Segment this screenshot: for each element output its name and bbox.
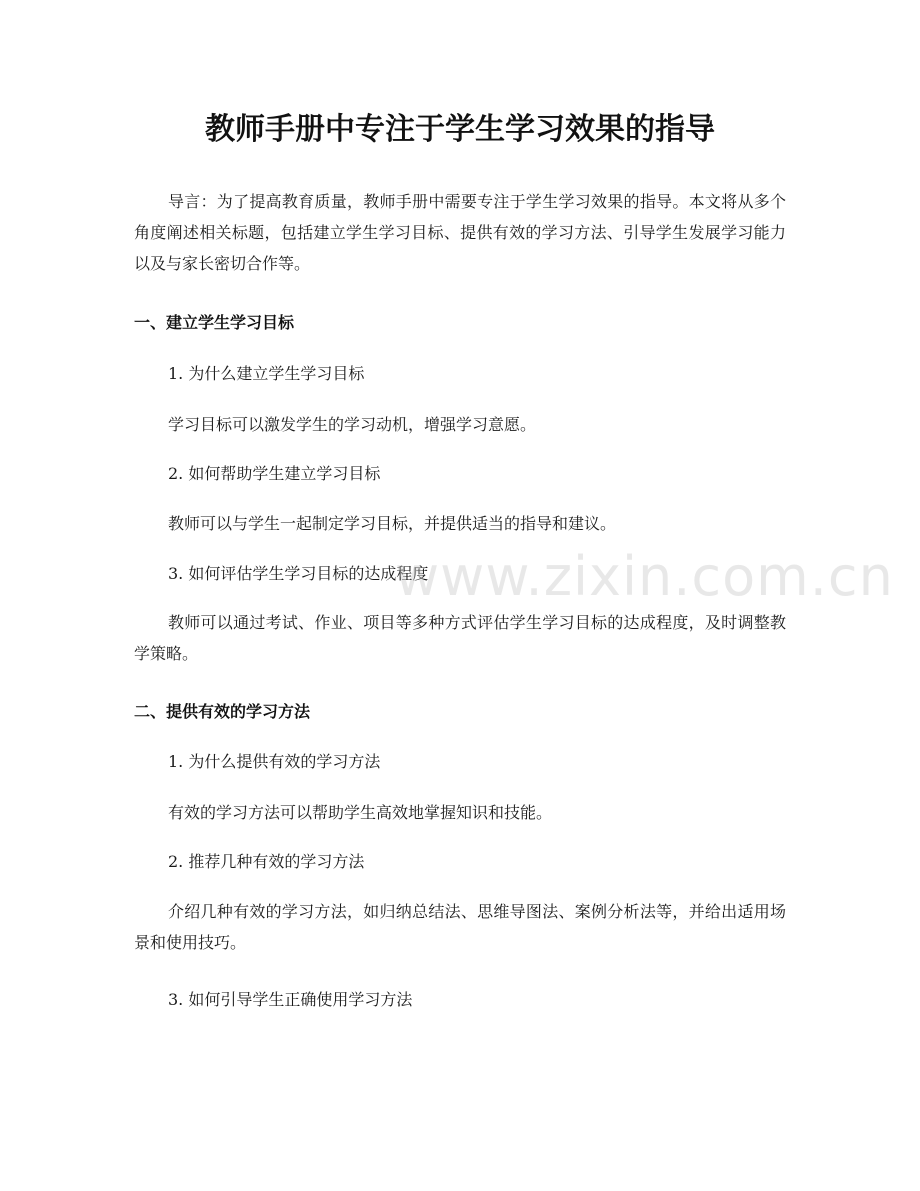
section-heading-1: 一、建立学生学习目标 [134,313,295,332]
section-1-item-1-label: 1. 为什么建立学生学习目标 [168,364,365,383]
section-1-item-1-body: 学习目标可以激发学生的学习动机，增强学习意愿。 [168,415,537,434]
document-title: 教师手册中专注于学生学习效果的指导 [205,112,715,147]
section-1-item-3-body: 教师可以通过考试、作业、项目等多种方式评估学生学习目标的达成程度，及时调整教学策略。 [134,613,786,663]
section-heading-2: 二、提供有效的学习方法 [134,702,311,721]
intro-paragraph: 导言：为了提高教育质量，教师手册中需要专注于学生学习效果的指导。本文将从多个角度阐述相关标题，包括建立学生学习目标、提供有效的学习方法、引导学生发展学习能力以及与家长密切合作等。 [134,192,786,273]
section-2-item-3-label: 3. 如何引导学生正确使用学习方法 [168,990,413,1009]
section-2-item-1-body: 有效的学习方法可以帮助学生高效地掌握知识和技能。 [168,803,553,822]
section-1-item-3-label: 3. 如何评估学生学习目标的达成程度 [168,564,429,583]
section-2-item-1-label: 1. 为什么提供有效的学习方法 [168,752,381,771]
watermark-text: www.zixin.com.cn [395,545,894,608]
section-2-item-2-body: 介绍几种有效的学习方法，如归纳总结法、思维导图法、案例分析法等，并给出适用场景和使用技巧。 [134,902,786,952]
section-1-item-2-label: 2. 如何帮助学生建立学习目标 [168,464,381,483]
section-1-item-2-body: 教师可以与学生一起制定学习目标，并提供适当的指导和建议。 [168,514,617,533]
section-2-item-2-label: 2. 推荐几种有效的学习方法 [168,852,365,871]
